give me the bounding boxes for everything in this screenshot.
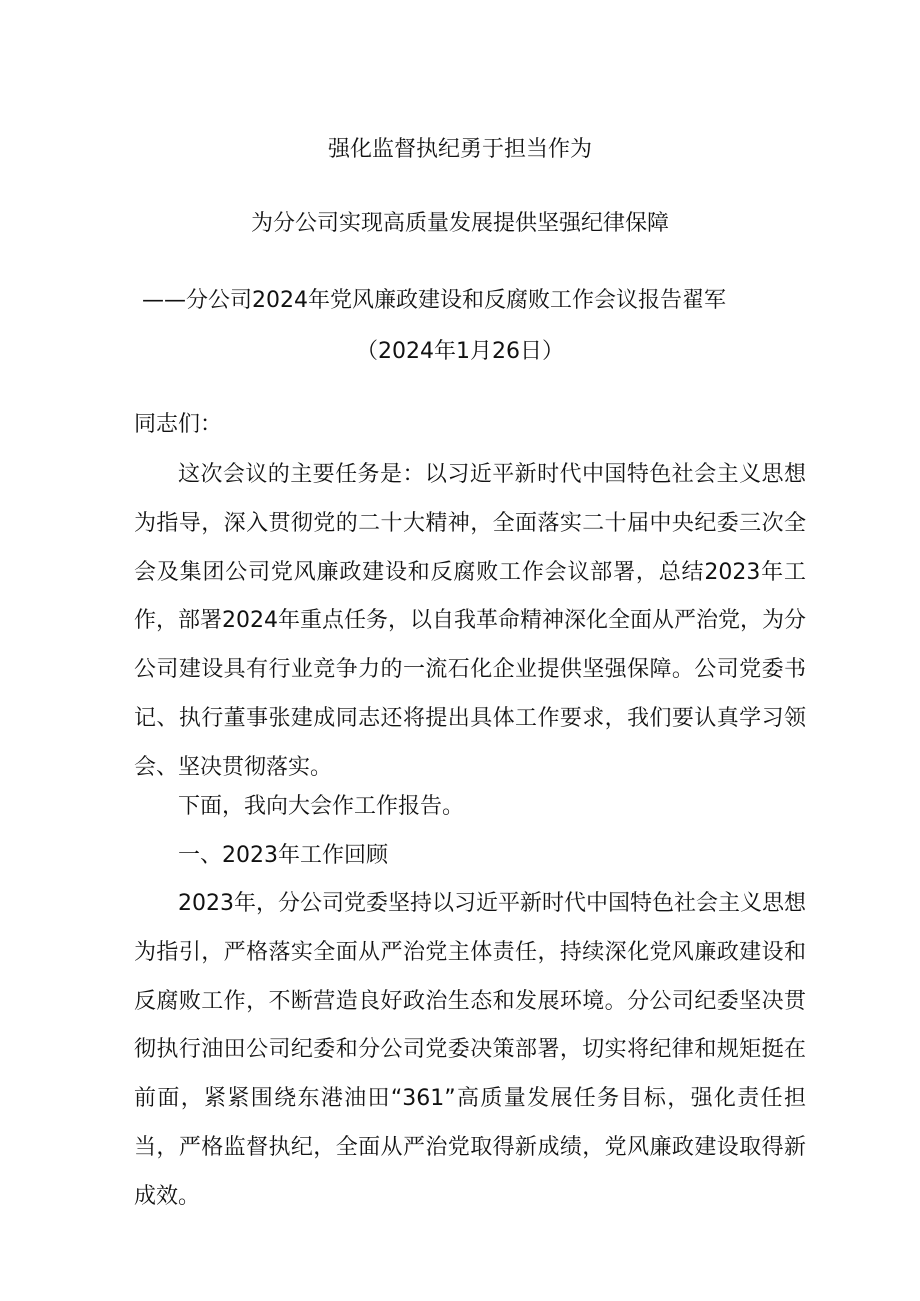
paragraph-next: 下面，我向大会作工作报告。 (178, 794, 465, 819)
paragraph-main: 这次会议的主要任务是：以习近平新时代中国特色社会主义思想为指导，深入贯彻党的二十大精神，全面落实二十届中央纪委三次全会及集团公司党风廉政建设和反腐败工作会议部署，总结2023年工作，部署2024年重点任务，以自我革命精神深化全面从严治党，为分公司建设具有行业竞争力的一流石化企业提供坚强保障。公司党委书记、执行董事张建成同志还将提出具体工作要求，我们要认真学习领会、坚决贯彻落实。 (134, 462, 806, 780)
paragraph-review: 2023年，分公司党委坚持以习近平新时代中国特色社会主义思想为指引，严格落实全面从严治党主体责任，持续深化党风廉政建设和反腐败工作，不断营造良好政治生态和发展环境。分公司纪委坚决贯彻执行油田公司纪委和分公司党委决策部署，切实将纪律和规矩挺在前面，紧紧围绕东港油田“361”高质量发展任务目标，强化责任担当，严格监督执纪，全面从严治党取得新成绩，党风廉政建设取得新成效。 (134, 891, 806, 1209)
title-line-1: 强化监督执纪勇于担当作为 (327, 137, 592, 162)
greeting: 同志们： (134, 412, 223, 437)
report-subtitle: ——分公司2024年党风廉政建设和反腐败工作会议报告翟军 (142, 288, 726, 313)
section-heading: 一、2023年工作回顾 (178, 843, 388, 868)
report-date: （2024年1月26日） (356, 339, 564, 364)
title-line-2: 为分公司实现高质量发展提供坚强纪律保障 (250, 211, 669, 236)
